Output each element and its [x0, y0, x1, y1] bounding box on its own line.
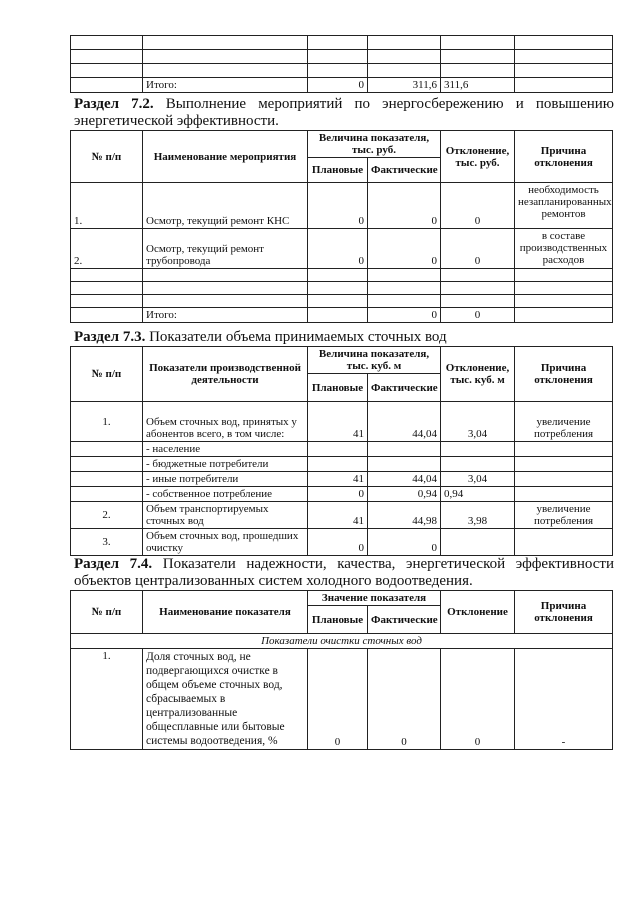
- col-dev: Отклонение, тыс. руб.: [441, 131, 515, 183]
- total-fact: 311,6: [368, 78, 441, 93]
- table-row: - собственное потребление 0 0,94 0,94: [71, 487, 613, 502]
- table-7-3: [70, 346, 613, 556]
- table-row: 1. Осмотр, текущий ремонт КНС 0 0 0 необходимость незапланированных ремонтов: [71, 183, 613, 229]
- col-num: № п/п: [71, 347, 143, 402]
- table-7-2: [70, 130, 613, 323]
- col-reason: Причина отклонения: [515, 347, 613, 402]
- col-dev: Отклонение, тыс. куб. м: [441, 347, 515, 402]
- col-value: Значение показателя: [308, 591, 441, 606]
- col-plan: Плановые: [308, 158, 368, 183]
- table-7-4: [70, 590, 613, 750]
- col-reason: Причина отклонения: [515, 591, 613, 634]
- col-name: Наименование мероприятия: [143, 131, 308, 183]
- col-value: Величина показателя, тыс. руб.: [308, 131, 441, 158]
- table-row: 1. Объем сточных вод, принятых у абонентов всего, в том числе: 41 44,04 3,04 увеличение потребления: [71, 402, 613, 442]
- table-row: 1. Доля сточных вод, не подвергающихся очистке в общем объеме сточных вод, сбрасываемых в централизованные общесплавные или бытовые системы водоотведения, % 0 0 0 -: [71, 649, 613, 750]
- col-fact: Фактические: [368, 158, 441, 183]
- col-plan: Плановые: [308, 606, 368, 634]
- col-plan: Плановые: [308, 374, 368, 402]
- col-dev: Отклонение: [441, 591, 515, 634]
- top-table: [70, 35, 613, 93]
- table-row: - бюджетные потребители: [71, 457, 613, 472]
- col-name: Наименование показателя: [143, 591, 308, 634]
- col-num: № п/п: [71, 131, 143, 183]
- total-plan: 0: [308, 78, 368, 93]
- col-name: Показатели производственной деятельности: [143, 347, 308, 402]
- table-row: [71, 78, 613, 93]
- section-7-4-title: Раздел 7.4. Показатели надежности, качества, энергетической эффективности объектов централизованных систем холодного водоотведения.: [74, 556, 614, 589]
- total-dev: 311,6: [441, 78, 515, 93]
- table-group-row: Показатели очистки сточных вод: [71, 634, 613, 649]
- section-7-2-title: Раздел 7.2. Выполнение мероприятий по энергосбережению и повышению энергетической эффективности.: [74, 96, 614, 129]
- table-row: 3. Объем сточных вод, прошедших очистку 0 0: [71, 529, 613, 556]
- table-row: - иные потребители 41 44,04 3,04: [71, 472, 613, 487]
- col-value: Величина показателя, тыс. куб. м: [308, 347, 441, 374]
- table-row: - население: [71, 442, 613, 457]
- total-label: Итого:: [143, 78, 308, 93]
- table-row: Итого: 0 0: [71, 308, 613, 323]
- table-row: 2. Осмотр, текущий ремонт трубопровода 0 0 0 в составе производственных расходов: [71, 229, 613, 269]
- col-fact: Фактические: [368, 374, 441, 402]
- section-7-3-title: Раздел 7.3. Показатели объема принимаемых сточных вод: [74, 329, 447, 345]
- col-reason: Причина отклонения: [515, 131, 613, 183]
- col-fact: Фактические: [368, 606, 441, 634]
- table-row: 2. Объем транспортируемых сточных вод 41 44,98 3,98 увеличение потребления: [71, 502, 613, 529]
- col-num: № п/п: [71, 591, 143, 634]
